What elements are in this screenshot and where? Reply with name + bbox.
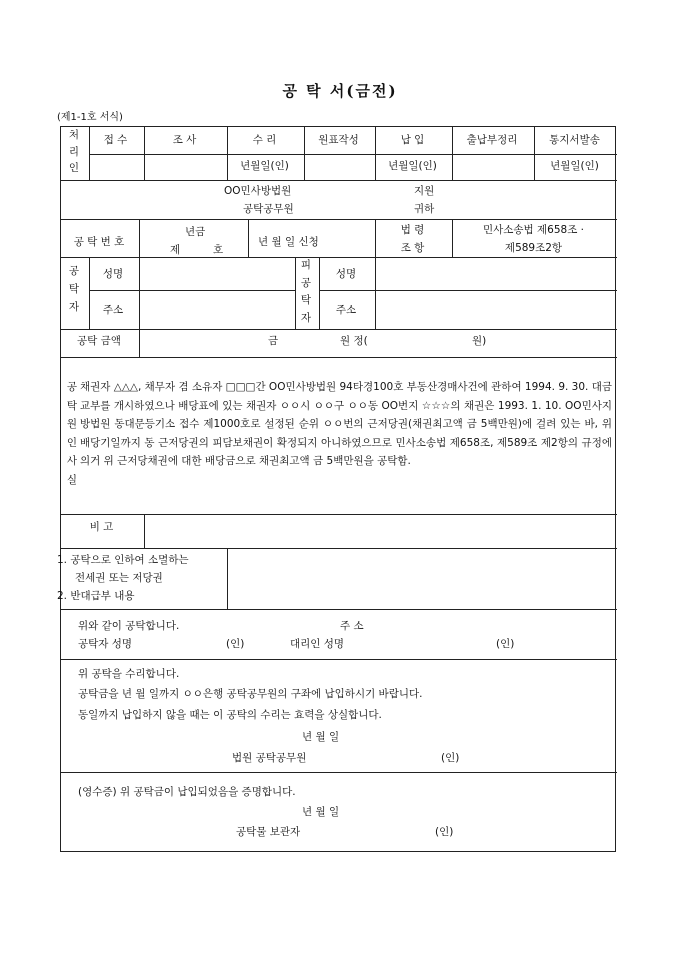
- header-accept: 수 리: [252, 134, 277, 146]
- deposit-number-label: 공 탁 번 호: [73, 236, 125, 248]
- facts-label: 공 탁 원 인 사 실: [66, 381, 78, 486]
- application-date: 년 월 일 신청: [258, 236, 319, 248]
- remarks-label: 비 고: [89, 521, 114, 533]
- deposit-year: 년금: [185, 226, 206, 238]
- declaration-address: 주 소: [340, 620, 364, 632]
- extinguish-line-3: 2. 반대급부 내용: [57, 590, 135, 602]
- document-title: 공 탁 서(금전): [282, 82, 398, 100]
- extinguish-line-2: 전세권 또는 저당권: [75, 572, 163, 584]
- agent-signature-label: 대리인 성명: [290, 638, 345, 650]
- law-label-2: 조 항: [400, 242, 425, 254]
- extinguish-line-1: 1. 공탁으로 인하여 소멸하는: [57, 554, 189, 566]
- depositor-address-label: 주소: [102, 304, 124, 316]
- acceptance-line-3: 동일까지 납입하지 않을 때는 이 공탁의 수리는 효력을 상실합니다.: [78, 709, 382, 721]
- amount-label: 공탁 금액: [77, 335, 121, 347]
- depositor-seal: (인): [226, 638, 245, 650]
- acceptance-line-2: 공탁금을 년 월 일까지 ㅇㅇ은행 공탁공무원의 구좌에 납입하시기 바랍니다.: [78, 688, 423, 700]
- law-value-1: 민사소송법 제658조 ·: [482, 224, 585, 236]
- beneficiary-name-label: 성명: [335, 268, 357, 280]
- agent-seal: (인): [496, 638, 515, 650]
- header-cashbook: 출납부정리: [466, 134, 518, 146]
- receipt-seal: (인): [435, 826, 454, 838]
- amount-gold: 금: [268, 335, 279, 347]
- header-notice: 통지서발송: [549, 134, 600, 146]
- receipt-text: (영수증) 위 공탁금이 납입되었음을 증명합니다.: [78, 786, 296, 798]
- processor-label: 처 리 인: [68, 129, 80, 174]
- amount-won: 원 정(: [340, 335, 368, 347]
- deposit-no-prefix: 제: [170, 244, 181, 256]
- court-honorific: 귀하: [414, 203, 435, 215]
- header-review: 조 사: [172, 134, 197, 146]
- beneficiary-label: 피 공 탁 자: [300, 259, 312, 324]
- date-accept: 년월일(인): [240, 160, 289, 172]
- date-notice: 년월일(인): [550, 160, 599, 172]
- depositor-label: 공 탁 자: [68, 265, 80, 313]
- court-officer: 공탁공무원: [243, 203, 294, 215]
- header-ledger-create: 원표작성: [318, 134, 359, 146]
- law-label-1: 법 령: [400, 224, 425, 236]
- facts-text: 채권자 △△△, 채무자 겸 소유자 □□□간 OO민사방법원 94타경100호 부동산경매사건에 관하여 1994. 9. 30. 대금교부를 개시하였으나 배당표에 있는 채권자 ㅇㅇ시 ㅇㅇ구 ㅇㅇ동 OO번지 ☆☆☆의 채권은 1993. 1. 10. OO민사지방법원 동대문등기소 접수 제1000호로 설정된 순위 ㅇㅇ번의 근저당권(채권최고액 금 5백만원)에 걸려 있는 바, 위 배당기일까지 동 근저당권의 피담보채권이 확정되지 아니하였으므로 민사소송법 제658조, 제589조 제2항의 규정에 의거 위 근저당채권에 대한 배당금으로 채권최고액 금 5백만원을 공탁함.: [80, 381, 612, 468]
- form-number: (제1-1호 서식): [57, 112, 123, 123]
- deposit-no-suffix: 호: [213, 244, 224, 256]
- receipt-date: 년 월 일: [302, 806, 340, 818]
- amount-won-close: 원): [472, 335, 487, 347]
- acceptance-seal: (인): [441, 752, 460, 764]
- acceptance-officer: 법원 공탁공무원: [232, 752, 307, 764]
- court-branch: 지원: [414, 185, 435, 197]
- header-payment: 납 입: [400, 134, 425, 146]
- beneficiary-address-label: 주소: [335, 304, 357, 316]
- declaration-text: 위와 같이 공탁합니다.: [78, 620, 180, 632]
- acceptance-line-1: 위 공탁을 수리합니다.: [78, 668, 180, 680]
- date-payment: 년월일(인): [388, 160, 437, 172]
- depositor-signature-label: 공탁자 성명: [78, 638, 133, 650]
- court-name: OO민사방법원: [224, 185, 292, 197]
- depositor-name-label: 성명: [102, 268, 124, 280]
- receipt-keeper: 공탁물 보관자: [236, 826, 301, 838]
- law-value-2: 제589조2항: [504, 242, 563, 254]
- acceptance-date: 년 월 일: [302, 731, 340, 743]
- header-receipt: 접 수: [103, 134, 128, 146]
